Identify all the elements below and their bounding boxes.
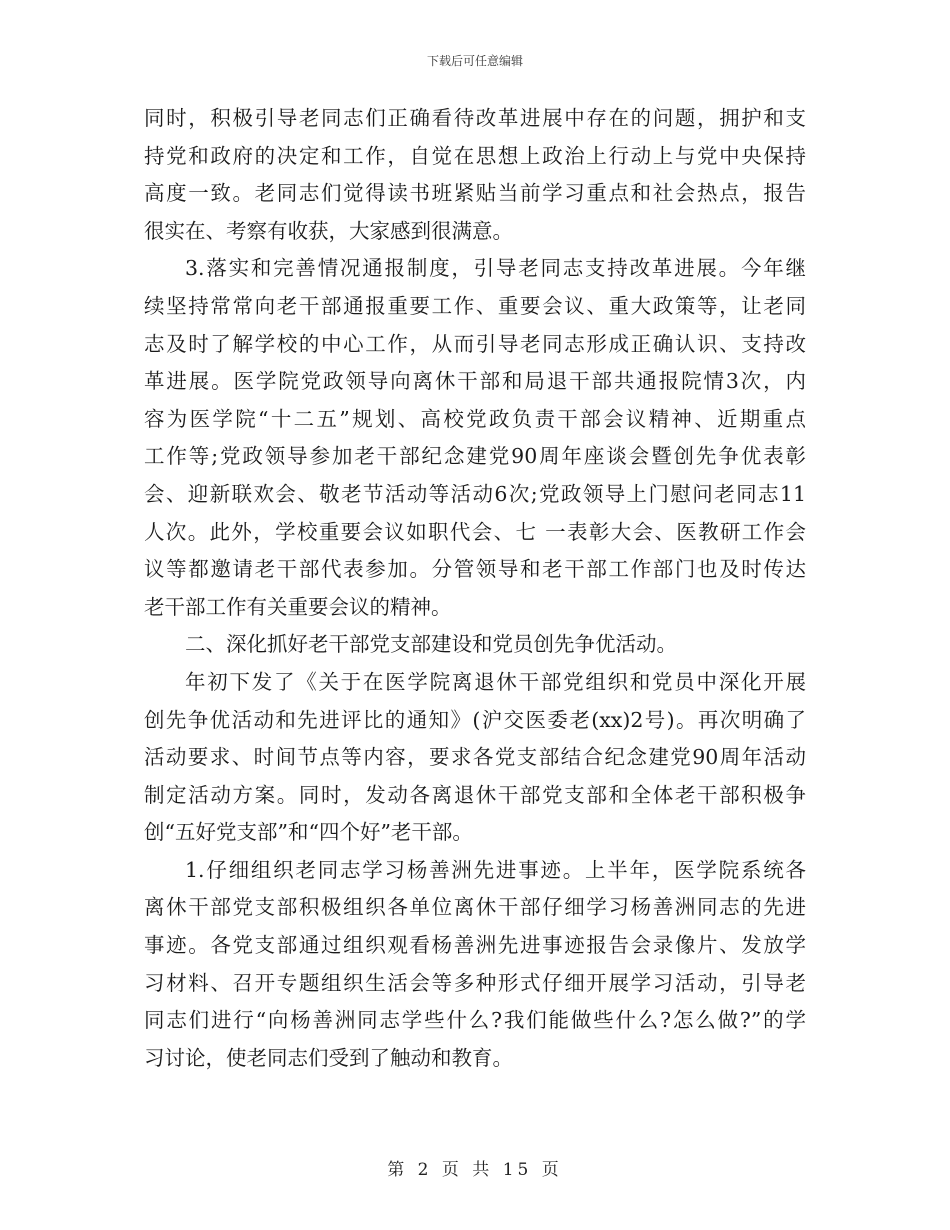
text-line: 革进展。医学院党政领导向离休干部和局退干部共通报院情3次，内 (144, 369, 806, 394)
text-line: 高度一致。老同志们觉得读书班紧贴当前学习重点和社会热点，报告 (144, 181, 806, 206)
text-line: 二、深化抓好老干部党支部建设和党员创先争优活动。 (185, 632, 677, 657)
text-line: 同时，积极引导老同志们正确看待改革进展中存在的问题，拥护和支 (144, 106, 806, 130)
page-header: 下载后可任意编辑 (426, 54, 523, 68)
text-line: 容为医学院“十二五”规划、高校党政负责干部会议精神、近期重点 (144, 406, 806, 431)
text-line: 议等都邀请老干部代表参加。分管领导和老干部工作部门也及时传达 (144, 557, 806, 582)
text-line: 老干部工作有关重要会议的精神。 (144, 594, 452, 619)
text-line: 续坚持常常向老干部通报重要工作、重要会议、重大政策等，让老同 (144, 293, 806, 318)
text-line: 创“五好党支部”和“四个好”老干部。 (144, 820, 473, 845)
text-line: 年初下发了《关于在医学院离退休干部党组织和党员中深化开展 (185, 669, 806, 694)
text-line: 创先争优活动和先进评比的通知》(沪交医委老(xx)2号)。再次明确了 (144, 707, 806, 732)
text-line: 离休干部党支部积极组织各单位离休干部仔细学习杨善洲同志的先进 (144, 895, 806, 920)
page-number: 第 2 页 共 15 页 (387, 1160, 563, 1180)
text-line: 习材料、召开专题组织生活会等多种形式仔细开展学习活动，引导老 (144, 970, 806, 995)
text-line: 持党和政府的决定和工作，自觉在思想上政治上行动上与党中央保持 (144, 143, 806, 168)
text-line: 志及时了解学校的中心工作，从而引导老同志形成正确认识、支持改 (144, 331, 806, 356)
text-line: 活动要求、时间节点等内容，要求各党支部结合纪念建党90周年活动 (144, 745, 806, 770)
text-line: 人次。此外，学校重要会议如职代会、七 一表彰大会、医教研工作会 (144, 519, 806, 544)
text-line: 制定活动方案。同时，发动各离退休干部党支部和全体老干部积极争 (144, 782, 806, 807)
text-line: 工作等;党政领导参加老干部纪念建党90周年座谈会暨创先争优表彰 (144, 444, 806, 469)
text-line: 事迹。各党支部通过组织观看杨善洲先进事迹报告会录像片、发放学 (144, 933, 806, 958)
text-line: 1.仔细组织老同志学习杨善洲先进事迹。上半年，医学院系统各 (185, 857, 806, 882)
text-line: 习讨论，使老同志们受到了触动和教育。 (144, 1045, 513, 1070)
document-body (144, 100, 806, 1077)
text-line: 会、迎新联欢会、敬老节活动等活动6次;党政领导上门慰问老同志11 (144, 481, 806, 506)
text-line: 3.落实和完善情况通报制度，引导老同志支持改革进展。今年继 (185, 256, 806, 281)
text-line: 同志们进行“向杨善洲同志学些什么?我们能做些什么?怎么做?”的学 (144, 1008, 806, 1033)
text-line: 很实在、考察有收获，大家感到很满意。 (144, 218, 513, 243)
